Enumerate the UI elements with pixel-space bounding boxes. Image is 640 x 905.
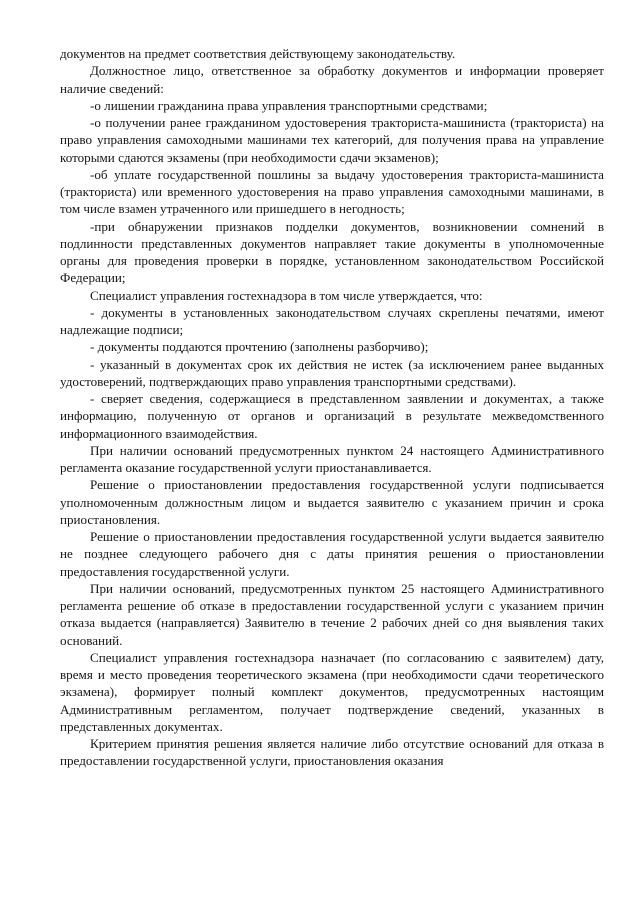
paragraph: - сверяет сведения, содержащиеся в представленном заявлении и документах, а также информацию, полученную от органов и организаций в результате межведомственного информационного взаимодействия. [60, 391, 604, 441]
paragraph: При наличии оснований, предусмотренных пунктом 25 настоящего Административного регламента решение об отказе в предоставлении государственной услуги с указанием причин отказа выдается (направляется) Заявителю в течение 2 рабочих дней со дня выявления таких оснований. [60, 580, 604, 648]
paragraph: При наличии оснований предусмотренных пунктом 24 настоящего Административного регламента оказание государственной услуги приостанавливается. [60, 442, 604, 475]
paragraph: документов на предмет соответствия действующему законодательству. [60, 46, 456, 61]
paragraph: -об уплате государственной пошлины за выдачу удостоверения тракториста-машиниста (тракториста) или временного удостоверения на право управления самоходными машинами, в том числе взамен утраченного или пришедшего в негодность; [60, 166, 604, 217]
paragraph: - документы поддаются прочтению (заполнены разборчиво); [90, 339, 429, 355]
paragraph: Критерием принятия решения является наличие либо отсутствие оснований для отказа в предоставлении государственной услуги, приостановления оказания [60, 736, 604, 769]
paragraph: - указанный в документах срок их действия не истек (за исключением ранее выданных удостоверений, подтверждающих право управления транспортными средствами). [60, 356, 604, 389]
paragraph: Решение о приостановлении предоставления государственной услуги выдается заявителю не позднее следующего рабочего дня с даты принятия решения о приостановлении предоставления государственной услуги. [60, 529, 604, 579]
paragraph: Специалист управления гостехнадзора в том числе утверждается, что: [90, 287, 483, 303]
paragraph: Решение о приостановлении предоставления государственной услуги подписывается уполномоченным должностным лицом и выдается заявителю с указанием причин и срока приостановления. [60, 477, 604, 527]
paragraph: -при обнаружении признаков подделки документов, возникновении сомнений в подлинности представленных документов направляет такие документы в уполномоченные органы для проведения проверки в порядке, установленном законодательством Российской Федерации; [60, 218, 604, 286]
paragraph: Специалист управления гостехнадзора назначает (по согласованию с заявителем) дату, время и место проведения теоретического экзамена (при необходимости сдачи теоретического экзамена), формирует полный комплект документов, предусмотренных настоящим Административным регламентом, получает подтверждение сведений, указанных в представленных документах. [60, 649, 604, 734]
paragraph: -о лишении гражданина права управления транспортными средствами; [90, 97, 488, 113]
paragraph: - документы в установленных законодательством случаях скреплены печатями, имеют надлежащие подписи; [60, 304, 604, 337]
paragraph: -о получении ранее гражданином удостоверения тракториста-машиниста (тракториста) на право управления самоходными машинами тех категорий, для получения права на управление которыми сдаются экзамены (при необходимости сдачи экзаменов); [60, 115, 604, 165]
paragraph: Должностное лицо, ответственное за обработку документов и информации проверяет наличие сведений: [60, 63, 604, 96]
